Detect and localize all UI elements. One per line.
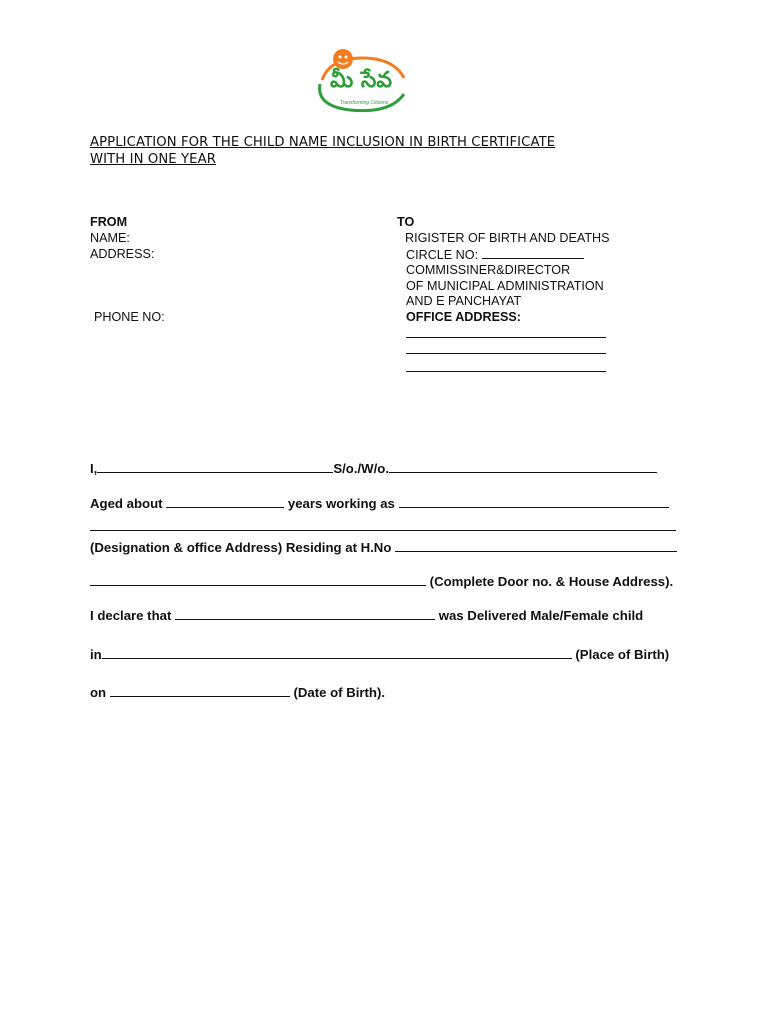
title-line-1: APPLICATION FOR THE CHILD NAME INCLUSION IN BIRTH CERTIFICATE (90, 135, 556, 150)
house-address-field[interactable] (90, 573, 426, 586)
aged-about-label: Aged about (90, 496, 163, 511)
date-of-birth-label: (Date of Birth). (293, 685, 386, 700)
relation-label: S/o./W/o. (333, 461, 390, 476)
from-heading: FROM (90, 215, 128, 229)
working-as-label: years working as (287, 496, 395, 511)
office-address-field-3[interactable] (406, 359, 606, 372)
to-heading: TO (397, 215, 415, 229)
form-title (90, 134, 555, 168)
logo-tagline: Transforming Citizens (340, 100, 389, 106)
delivered-label: was Delivered Male/Female child (438, 608, 644, 623)
from-name-label: NAME: (90, 231, 130, 245)
body-line-place (90, 646, 669, 662)
designation-field[interactable] (90, 518, 676, 531)
complete-address-label: (Complete Door no. & House Address). (429, 574, 674, 589)
to-panchayat: AND E PANCHAYAT (406, 294, 522, 308)
to-municipal: OF MUNICIPAL ADMINISTRATION (406, 279, 604, 293)
body-line-address (90, 573, 673, 589)
place-of-birth-label: (Place of Birth) (575, 647, 670, 662)
body-line-age (90, 495, 669, 511)
office-address-field-1[interactable] (406, 325, 606, 338)
to-commissioner: COMMISSINER&DIRECTOR (406, 263, 571, 277)
body-line-date (90, 684, 385, 700)
office-address-label: OFFICE ADDRESS: (406, 310, 521, 324)
to-circle-no (406, 246, 584, 263)
circle-no-field[interactable] (482, 246, 584, 259)
title-line-2: WITH IN ONE YEAR (90, 152, 216, 167)
occupation-field[interactable] (399, 495, 669, 508)
declare-label: I declare that (90, 608, 172, 623)
date-of-birth-field[interactable] (110, 684, 290, 697)
body-line-residence (90, 539, 677, 555)
house-number-field[interactable] (395, 539, 677, 552)
body-line-name (90, 460, 657, 476)
logo-telugu-text: మీ సేవ (330, 68, 393, 93)
applicant-name-field[interactable] (97, 460, 333, 473)
in-label: in (90, 647, 102, 662)
from-phone-label: PHONE NO: (94, 310, 165, 324)
place-of-birth-field[interactable] (102, 646, 572, 659)
age-field[interactable] (166, 495, 284, 508)
circle-no-label: CIRCLE NO: (406, 248, 479, 262)
on-label: on (90, 685, 107, 700)
body-line-declare (90, 607, 643, 623)
residing-label: (Designation & office Address) Residing at H.No (90, 540, 392, 555)
office-address-field-2[interactable] (406, 341, 606, 354)
relation-name-field[interactable] (389, 460, 657, 473)
meeseva-logo (310, 44, 412, 116)
from-address-label: ADDRESS: (90, 247, 155, 261)
child-name-field[interactable] (175, 607, 435, 620)
i-label: I, (90, 461, 98, 476)
to-registrar: RIGISTER OF BIRTH AND DEATHS (405, 231, 610, 245)
